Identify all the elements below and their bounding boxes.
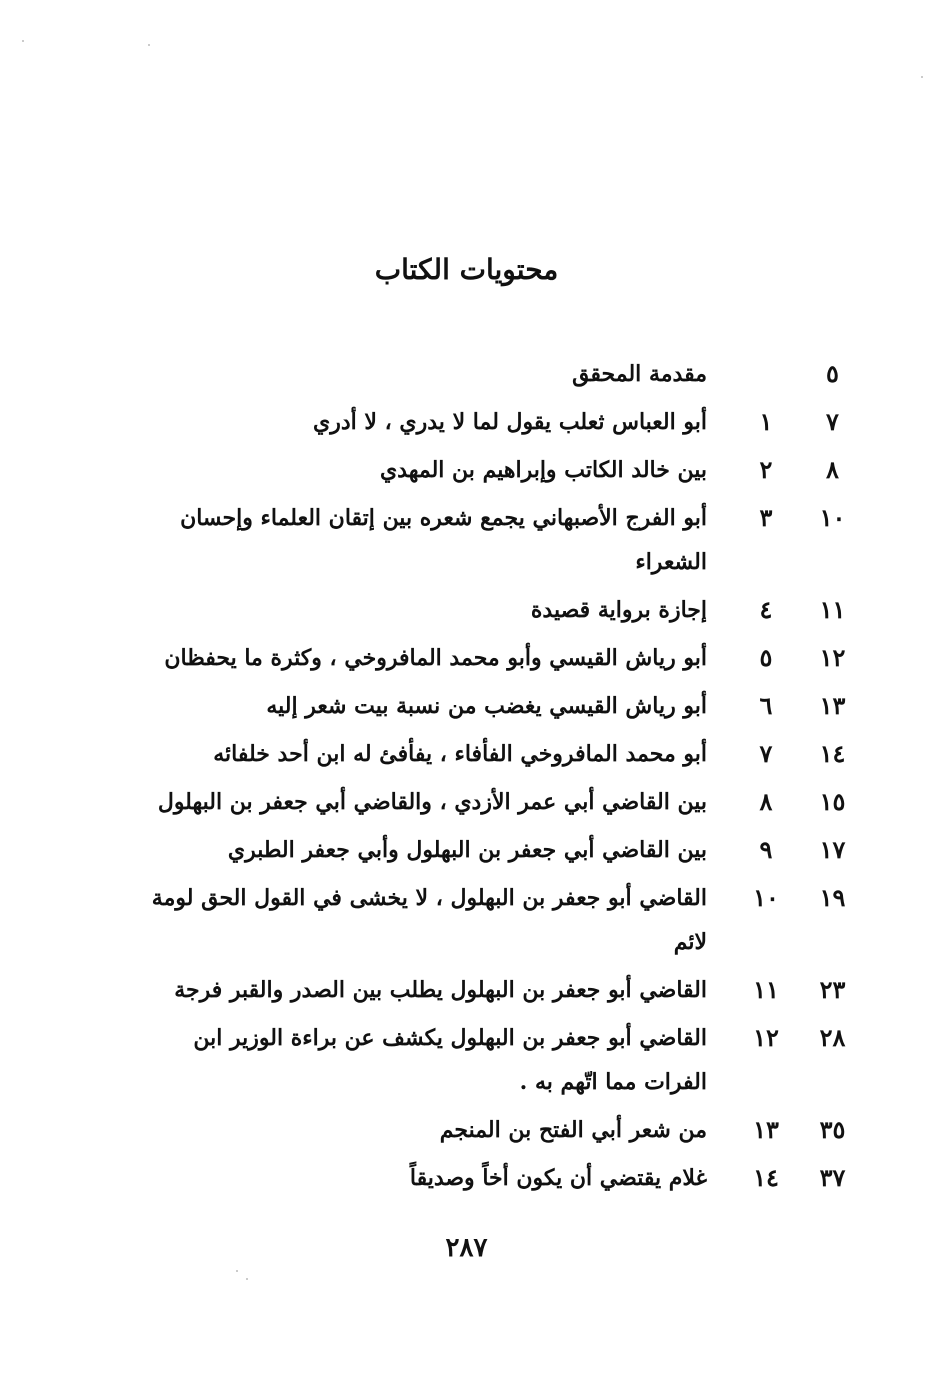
- toc-entry-title: غلام يقتضي أن يكون أخاً وصديقاً: [409, 1165, 707, 1191]
- toc-entry: [150, 684, 860, 728]
- toc-page-number: ١١: [819, 595, 846, 624]
- toc-entry-title: بين القاضي أبي جعفر بن البهلول وأبي جعفر الطبري: [227, 837, 707, 863]
- toc-entry-title: القاضي أبو جعفر بن البهلول يكشف عن براءة الوزير ابن الفرات مما اتّهم به .: [193, 1025, 707, 1095]
- toc-entry-number: ١١: [753, 975, 779, 1004]
- toc-entry-number: ٢: [759, 455, 773, 484]
- toc-entry-number: ٧: [759, 739, 773, 768]
- toc-page-number: ٥: [826, 359, 839, 388]
- toc-entry-title: بين خالد الكاتب وإبراهيم بن المهدي: [379, 457, 707, 483]
- paper-speck: [236, 1270, 238, 1272]
- toc-entry: [150, 1108, 860, 1152]
- toc-entry-number: ٩: [759, 835, 773, 864]
- toc-entry-number: ١٢: [753, 1023, 779, 1052]
- paper-speck: [148, 44, 150, 46]
- toc-entry-title: القاضي أبو جعفر بن البهلول يطلب بين الصدر والقبر فرجة: [174, 977, 707, 1003]
- toc-entry-title: مقدمة المحقق: [572, 361, 707, 387]
- toc-entry: [150, 588, 860, 632]
- toc-entry: [150, 1156, 860, 1200]
- toc-entry: [150, 448, 860, 492]
- toc-entry-number: ٣: [759, 503, 773, 532]
- toc-entry-title: أبو محمد المافروخي الفأفاء ، يفأفئ له ابن أحد خلفائه: [213, 741, 707, 767]
- toc-page-number: ٣٥: [819, 1115, 846, 1144]
- toc-page-number: ٢٣: [819, 975, 846, 1004]
- toc-entry-title: أبو الفرج الأصبهاني يجمع شعره بين إتقان العلماء وإحسان الشعراء: [180, 505, 707, 575]
- toc-entry-title: أبو العباس ثعلب يقول لما لا يدري ، لا أدري: [313, 409, 707, 435]
- toc-entry-number: ١٠: [753, 883, 779, 912]
- toc-page-number: ١٤: [819, 739, 846, 768]
- toc-entry: [150, 968, 860, 1012]
- toc-entry-number: ٨: [759, 787, 773, 816]
- page-number-footer: ٢٨٧: [445, 1233, 488, 1263]
- paper-speck: [22, 40, 24, 42]
- toc-entry: [150, 400, 860, 444]
- table-of-contents: [150, 352, 860, 1204]
- toc-entry-title: أبو رياش القيسي وأبو محمد المافروخي ، وكثرة ما يحفظان: [164, 645, 707, 671]
- toc-entry-title: القاضي أبو جعفر بن البهلول ، لا يخشى في القول الحق لومة لائم: [151, 885, 707, 955]
- toc-page-number: ١٥: [819, 787, 846, 816]
- toc-entry-title: من شعر أبي الفتح بن المنجم: [439, 1117, 707, 1143]
- toc-page-number: ٨: [826, 455, 839, 484]
- toc-entry-number: ٥: [759, 643, 773, 672]
- toc-entry: [150, 732, 860, 776]
- page-title: محتويات الكتاب: [374, 253, 559, 286]
- toc-entry-number: ١: [759, 407, 773, 436]
- toc-entry-title: إجازة برواية قصيدة: [530, 597, 707, 623]
- toc-entry: [150, 352, 860, 396]
- toc-page-number: ١٣: [819, 691, 846, 720]
- paper-speck: [246, 1278, 248, 1280]
- toc-page-number: ٣٧: [819, 1163, 846, 1192]
- toc-entry-title: أبو رياش القيسي يغضب من نسبة بيت شعر إليه: [266, 693, 707, 719]
- toc-entry-number: ٤: [759, 595, 773, 624]
- toc-page-number: ٧: [826, 407, 839, 436]
- paper-speck: [921, 76, 923, 78]
- toc-entry: [150, 780, 860, 824]
- toc-entry: [150, 1016, 860, 1104]
- toc-entry-number: ١٣: [753, 1115, 779, 1144]
- toc-page-number: ١٠: [819, 503, 846, 532]
- toc-entry-number: ٦: [759, 691, 773, 720]
- toc-entry-number: ١٤: [753, 1163, 779, 1192]
- toc-entry-title: بين القاضي أبي عمر الأزدي ، والقاضي أبي جعفر بن البهلول: [157, 789, 707, 815]
- toc-page-number: ١٧: [819, 835, 846, 864]
- toc-entry: [150, 828, 860, 872]
- toc-page-number: ١٢: [819, 643, 846, 672]
- toc-entry: [150, 636, 860, 680]
- toc-entry: [150, 496, 860, 584]
- toc-page-number: ٢٨: [819, 1023, 846, 1052]
- toc-page-number: ١٩: [819, 883, 846, 912]
- toc-entry: [150, 876, 860, 964]
